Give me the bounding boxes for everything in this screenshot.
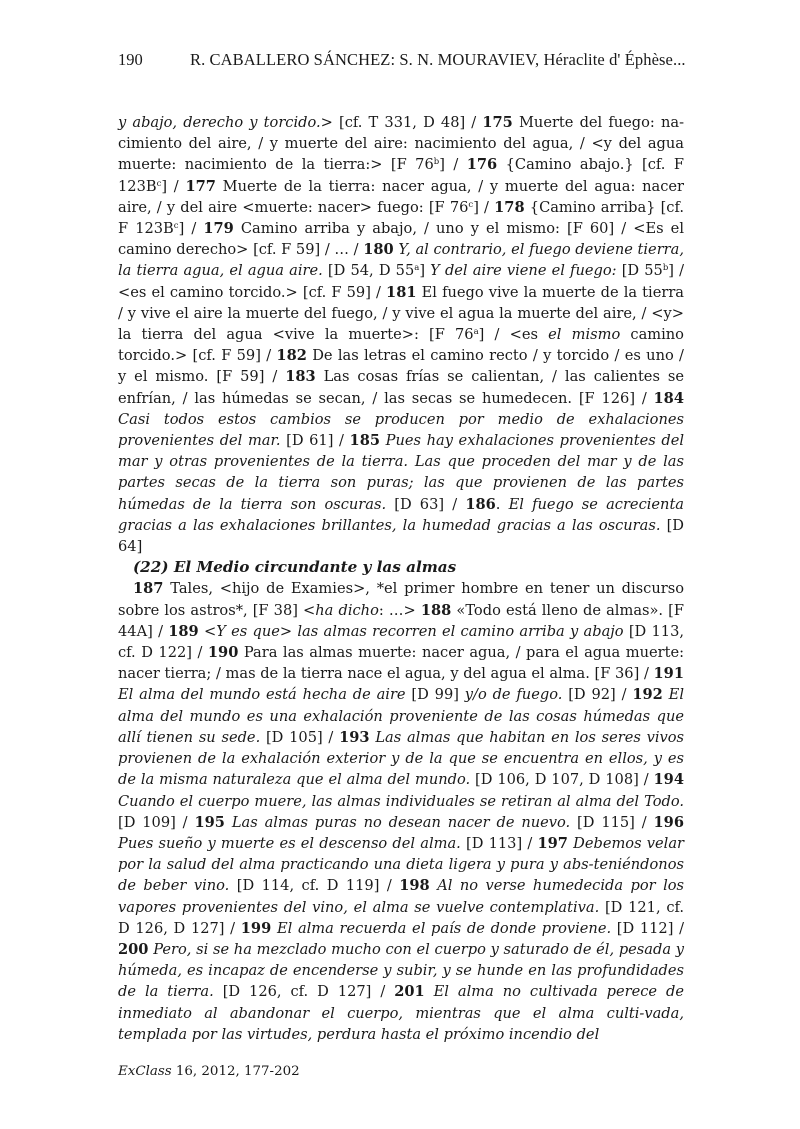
page-footer (118, 1064, 300, 1079)
paragraph-1: y abajo, derecho y torcido.> [cf. T 331, D 48] / 175 Muerte del fuego: na-cimiento del aire, / y muerte del aire: nacimiento del agua, / <y del agua muerte: nacimiento de la tierra:> [F 76$^b$] / 176 {Camino abajo.} [cf. F $123B^c] / 177$ Muerte de la tierra: nacer agua, / y muerte del agua: nacer aire, / y del aire <muerte: nacer> fuego: [F 76$^c$] / 178 {Camino arriba} [cf. F $123B^c] / 179$ Camino arriba y abajo, / uno y el mismo: [F 60] / <Es el camino derecho> [cf. F 59] / … / 180 Y, al contrario, el fuego deviene tierra, la tierra agua, el agua aire. [D 54, D 55$^a$] Y del aire viene el fuego: [D 55$^b$] / <es el camino torcido.> [cf. F 59] / 181 El fuego vive la muerte de la tierra / y vive el aire la muerte del fuego, / y vive el agua la muerte del aire, / <y> la tierra del agua <vive la muerte>: [F 76$^a$] / <es el mismo camino torcido.> [cf. F 59] / 182 De las letras el camino recto / y torcido / es uno / y el mismo. [F 59] / 183 Las cosas frías se calientan, / las calientes se enfrían, / las húmedas se secan, / las secas se humedecen. [F 126] / 184 Casi todos estos cambios se producen por medio de exhalaciones provenientes del mar. [D 61] / 185 Pues hay exhalaciones provenientes del mar y otras provenientes de la tierra. Las que proceden del mar y de las partes secas de la tierra son puras; las que provienen de las partes húmedas de la tierra son oscuras. [D 63] / 186. El fuego se acrecienta gracias a las exhalaciones brillantes, la humedad gracias a las oscuras. [D 64] (118, 114, 685, 556)
running-title: R. CABALLERO SÁNCHEZ: S. N. MOURAVIEV, Héraclite d' Éphèse... (190, 50, 686, 69)
paragraph-2: 187 Tales, <hijo de Examies>, *el primer hombre en tener un discurso sobre los astros*, [F 38] <ha dicho: …> 188 «Todo está lleno de almas». [F 44A] / 189 <Y es que> las almas recorren el camino arriba y abajo [D 113, cf. D 122] / 190 Para las almas muerte: nacer agua, / para el agua muerte: nacer tierra; / mas de la tierra nace el agua, y del agua el alma. [F 36] / 191 El alma del mundo está hecha de aire [D 99] y/o de fuego. [D 92] / 192 El alma del mundo es una exhalación proveniente de las cosas húmedas que allí tienen su sede. [D 105] / 193 Las almas que habitan en los seres vivos provienen de la exhalación exterior y de la que se encuentra en ellos, y es de la misma naturaleza que el alma del mundo. [D 106, D 107, D 108] / 194 Cuando el cuerpo muere, las almas individuales se retiran al alma del Todo. [D 109] / 195 Las almas puras no desean nacer de nuevo. [D 115] / 196 Pues sueño y muerte es el descenso del alma. [D 113] / 197 Debemos velar por la salud del alma practicando una dieta ligera y pura y abs-teniéndonos de beber vino. [D 114, cf. D 119] / 198 Al no verse humedecida por los vapores provenientes del vino, el alma se vuelve contemplativa. [D 121, cf. D 126, D 127] / 199 El alma recuerda el país de donde proviene. [D 112] / 200 Pero, si se ha mezclado mucho con el cuerpo y saturado de él, pesada y húmeda, es incapaz de encenderse y subir, y se hunde en las profundidades de la tierra. [D 126, cf. D 127] / 201 El alma no cultivada perece de inmediato al abandonar el cuerpo, mientras que el alma culti-vada, templada por las virtudes, perdura hasta el próximo incendio del (118, 580, 685, 1043)
running-header (118, 50, 684, 74)
section-title: El Medio circundante y las almas (173, 558, 457, 577)
page-number: 190 (118, 50, 143, 69)
journal-name: ExClass (118, 1064, 172, 1079)
main-text (118, 112, 684, 1045)
section-heading (118, 557, 684, 578)
section-number: (22) (133, 558, 169, 577)
journal-details: 16, 2012, 177-202 (175, 1064, 300, 1079)
